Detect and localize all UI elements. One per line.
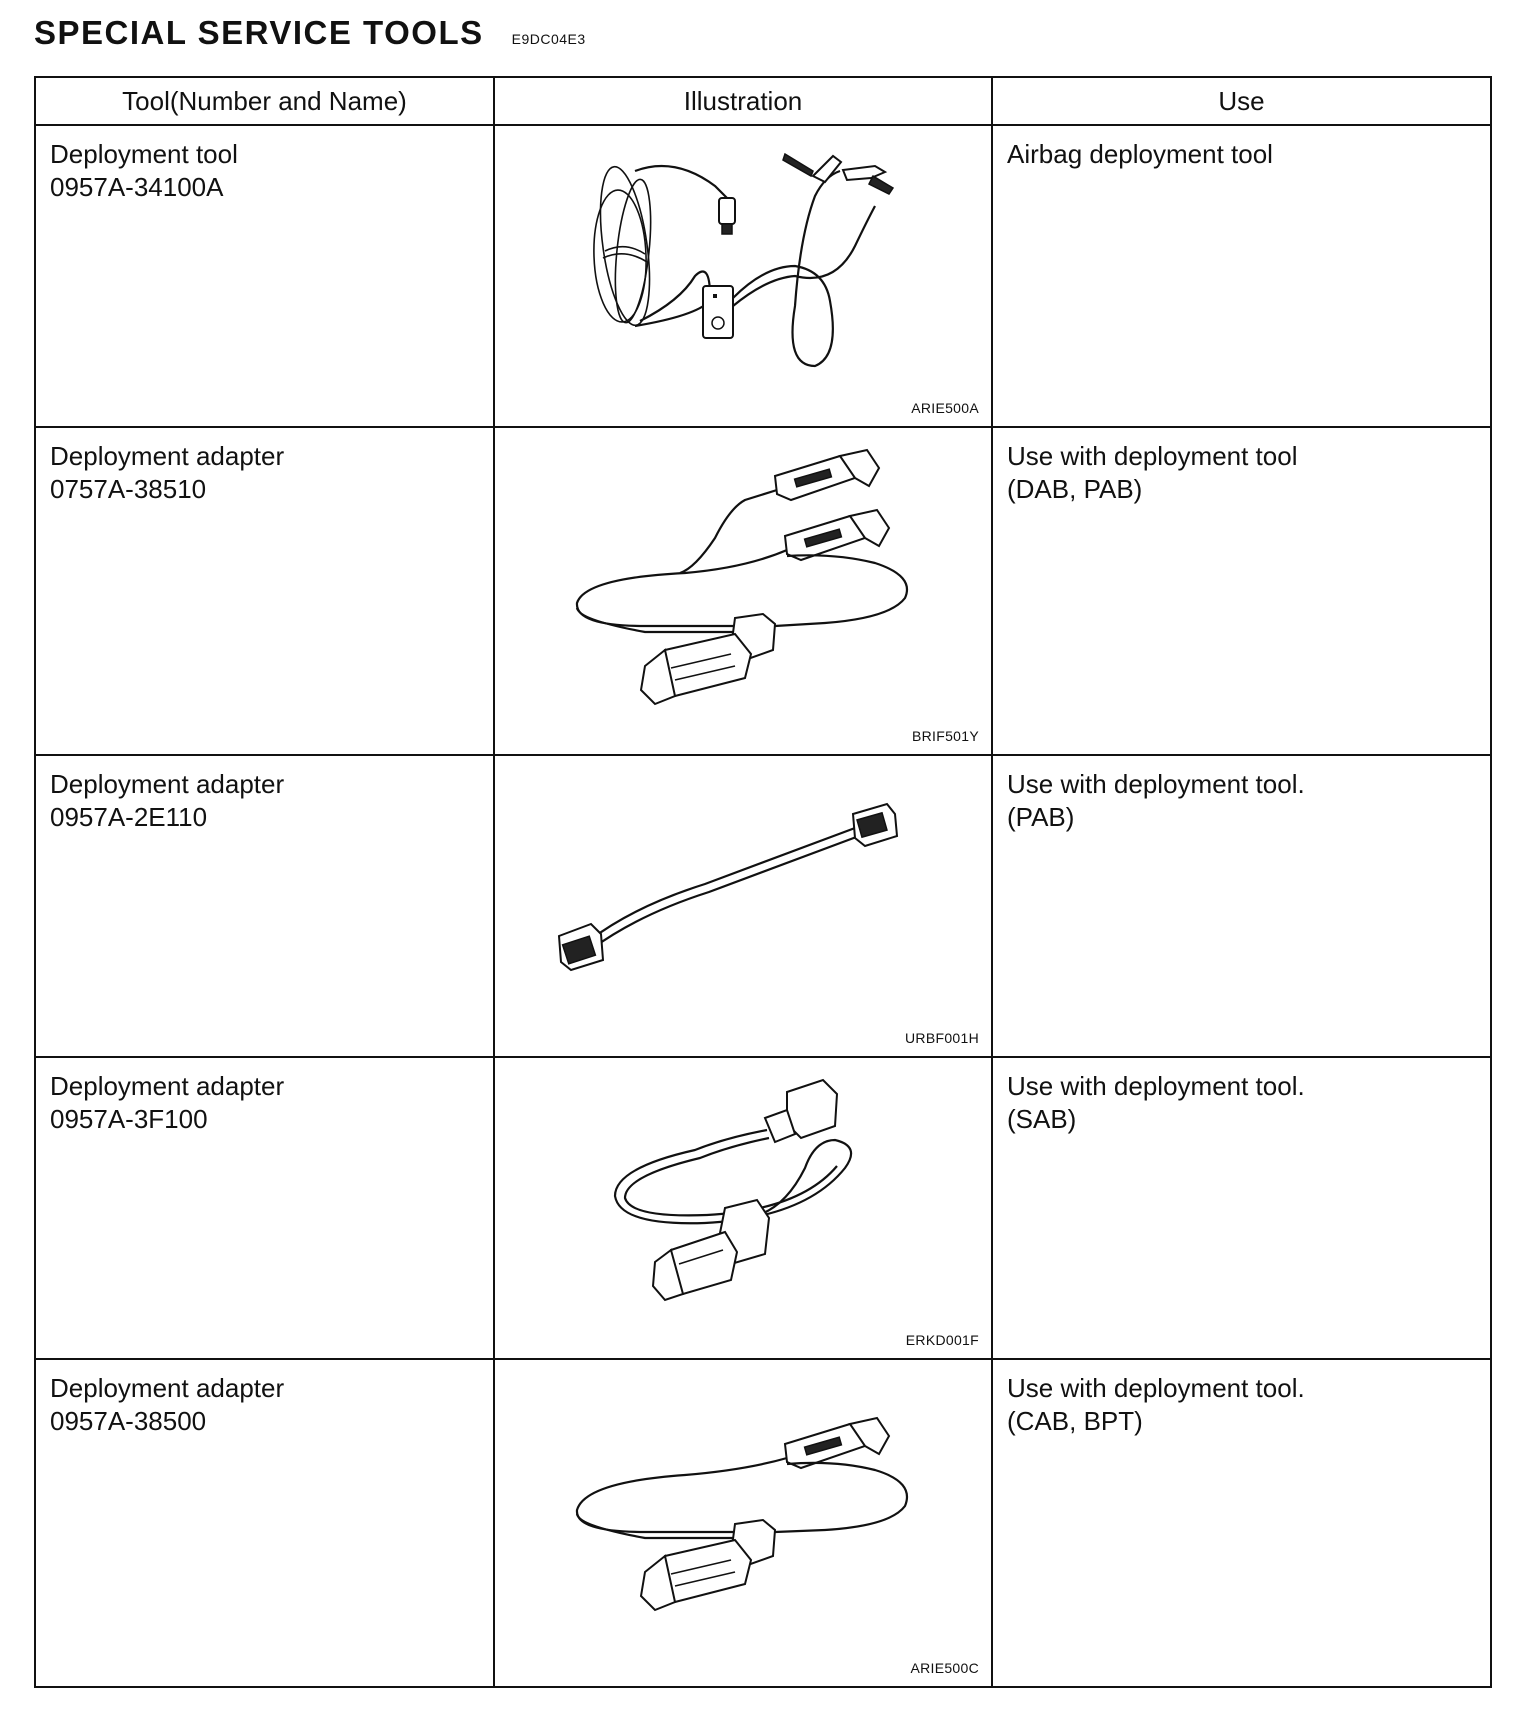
- header-illustration: Illustration: [494, 77, 992, 125]
- use-text: Use with deployment tool.: [1007, 1071, 1305, 1101]
- illustration-id: ARIE500A: [911, 400, 979, 416]
- deployment-tool-illustration: [495, 126, 993, 426]
- tool-cell: [35, 427, 494, 755]
- tool-name: Deployment adapter: [50, 1373, 285, 1403]
- illustration-id: ERKD001F: [905, 1332, 979, 1348]
- use-text: Use with deployment tool.: [1007, 769, 1305, 799]
- illustration-id: URBF001H: [905, 1030, 979, 1046]
- table-row: [35, 1057, 1491, 1359]
- tool-name: Deployment adapter: [50, 441, 285, 471]
- use-cell: [992, 125, 1491, 427]
- title-row: [34, 14, 586, 64]
- table-row: [35, 755, 1491, 1057]
- illustration-id: BRIF501Y: [912, 728, 979, 744]
- table-header-row: [35, 77, 1491, 125]
- section-code: E9DC04E3: [511, 31, 586, 47]
- use-detail: (CAB, BPT): [1007, 1406, 1143, 1436]
- tool-number: 0957A-2E110: [50, 802, 208, 832]
- use-cell: [992, 427, 1491, 755]
- illustration-cell: [494, 125, 992, 427]
- adapter-dab-pab-illustration: [495, 428, 993, 754]
- use-detail: (DAB, PAB): [1007, 474, 1143, 504]
- header-use: Use: [992, 77, 1491, 125]
- adapter-cab-bpt-illustration: [495, 1360, 993, 1686]
- special-service-tools-table: [34, 76, 1492, 1688]
- use-cell: [992, 1057, 1491, 1359]
- tool-number: 0957A-38500: [50, 1406, 207, 1436]
- tool-number: 0757A-38510: [50, 474, 207, 504]
- page-title: SPECIAL SERVICE TOOLS: [34, 14, 484, 51]
- tool-name: Deployment adapter: [50, 769, 285, 799]
- adapter-pab-illustration: [495, 756, 993, 1056]
- illustration-cell: [494, 755, 992, 1057]
- use-cell: [992, 1359, 1491, 1687]
- use-detail: (SAB): [1007, 1104, 1077, 1134]
- use-text: Airbag deployment tool: [1007, 139, 1273, 169]
- tool-cell: [35, 1057, 494, 1359]
- tool-cell: [35, 755, 494, 1057]
- table-row: [35, 125, 1491, 427]
- use-detail: (PAB): [1007, 802, 1075, 832]
- use-text: Use with deployment tool.: [1007, 1373, 1305, 1403]
- adapter-sab-illustration: [495, 1058, 993, 1358]
- table-row: [35, 427, 1491, 755]
- use-text: Use with deployment tool: [1007, 441, 1298, 471]
- illustration-cell: [494, 1359, 992, 1687]
- tool-number: 0957A-34100A: [50, 172, 224, 202]
- tool-name: Deployment adapter: [50, 1071, 285, 1101]
- tool-number: 0957A-3F100: [50, 1104, 208, 1134]
- tool-cell: [35, 125, 494, 427]
- tool-cell: [35, 1359, 494, 1687]
- header-tool: Tool(Number and Name): [35, 77, 494, 125]
- illustration-cell: [494, 427, 992, 755]
- tool-name: Deployment tool: [50, 139, 238, 169]
- use-cell: [992, 755, 1491, 1057]
- table-row: [35, 1359, 1491, 1687]
- illustration-id: ARIE500C: [910, 1660, 979, 1676]
- illustration-cell: [494, 1057, 992, 1359]
